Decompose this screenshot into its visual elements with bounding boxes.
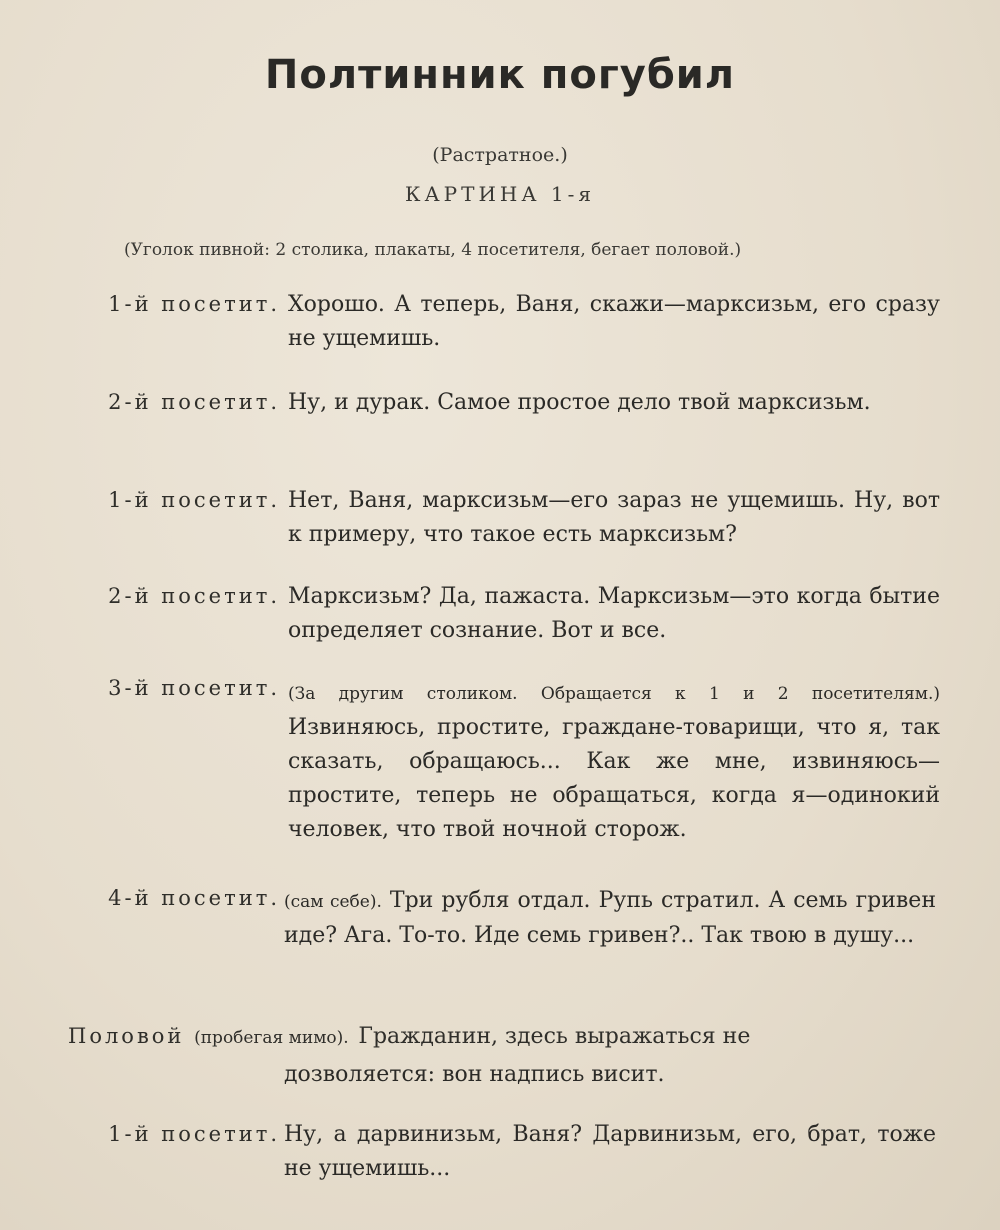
speech-direction: (пробегая мимо). [194,1028,349,1048]
speech-body-first-line: Гражданин, здесь выражаться не [358,1024,751,1049]
stage-direction: (Уголок пивной: 2 столика, плакаты, 4 посетителя, бегает половой.) [124,240,742,260]
speech-body: Извиняюсь, простите, граждане-товарищи, что я, так сказать, обращаюсь... Как же мне, извиняюсь—простите, теперь не обращаться, когда я—одинокий человек, что твой ночной сторож. [288,715,940,842]
speech-body: Три рубля отдал. Рупь стратил. А семь гривен иде? Ага. То-то. Иде семь гривен?.. Так твою в душу... [284,888,936,948]
speech-text [288,676,940,847]
speech-text: Нет, Ваня, марксизьм—его зараз не ущемишь. Ну, вот к примеру, что такое есть марксизьм? [288,488,940,547]
speech-text [284,884,936,953]
speech-text: Хорошо. А теперь, Ваня, скажи—марксизьм, его сразу не ущемишь. [288,292,940,351]
speaker-label: 1-й посетит. [108,1122,280,1146]
speech-text: Ну, и дурак. Самое простое дело твой марксизьм. [288,390,871,415]
speaker-label: 1-й посетит. [108,292,280,316]
speech-text: Ну, а дарвинизьм, Ваня? Дарвинизьм, его, брат, тоже не ущемишь... [284,1122,936,1181]
speech-text: Марксизьм? Да, пажаста. Марксизьм—это когда бытие определяет сознание. Вот и все. [288,584,940,643]
speaker-label: 2-й посетит. [108,390,280,414]
speaker-label: 1-й посетит. [108,488,280,512]
speaker-label: 2-й посетит. [108,584,280,608]
speech-direction: (За другим столиком. Обращается к 1 и 2 посетителям.) [288,684,940,704]
speech-direction: (сам себе). [284,892,382,912]
speaker-label [68,1024,750,1049]
speech-text-continued: дозволяется: вон надпись висит. [284,1062,665,1087]
page-subtitle: (Растратное.) [432,144,568,166]
speaker-name: Половой [68,1024,185,1048]
page-title: Полтинник погубил [264,52,736,98]
speaker-label: 3-й посетит. [108,676,280,700]
speaker-label: 4-й посетит. [108,886,280,910]
scene-heading: КАРТИНА 1-я [405,182,595,206]
